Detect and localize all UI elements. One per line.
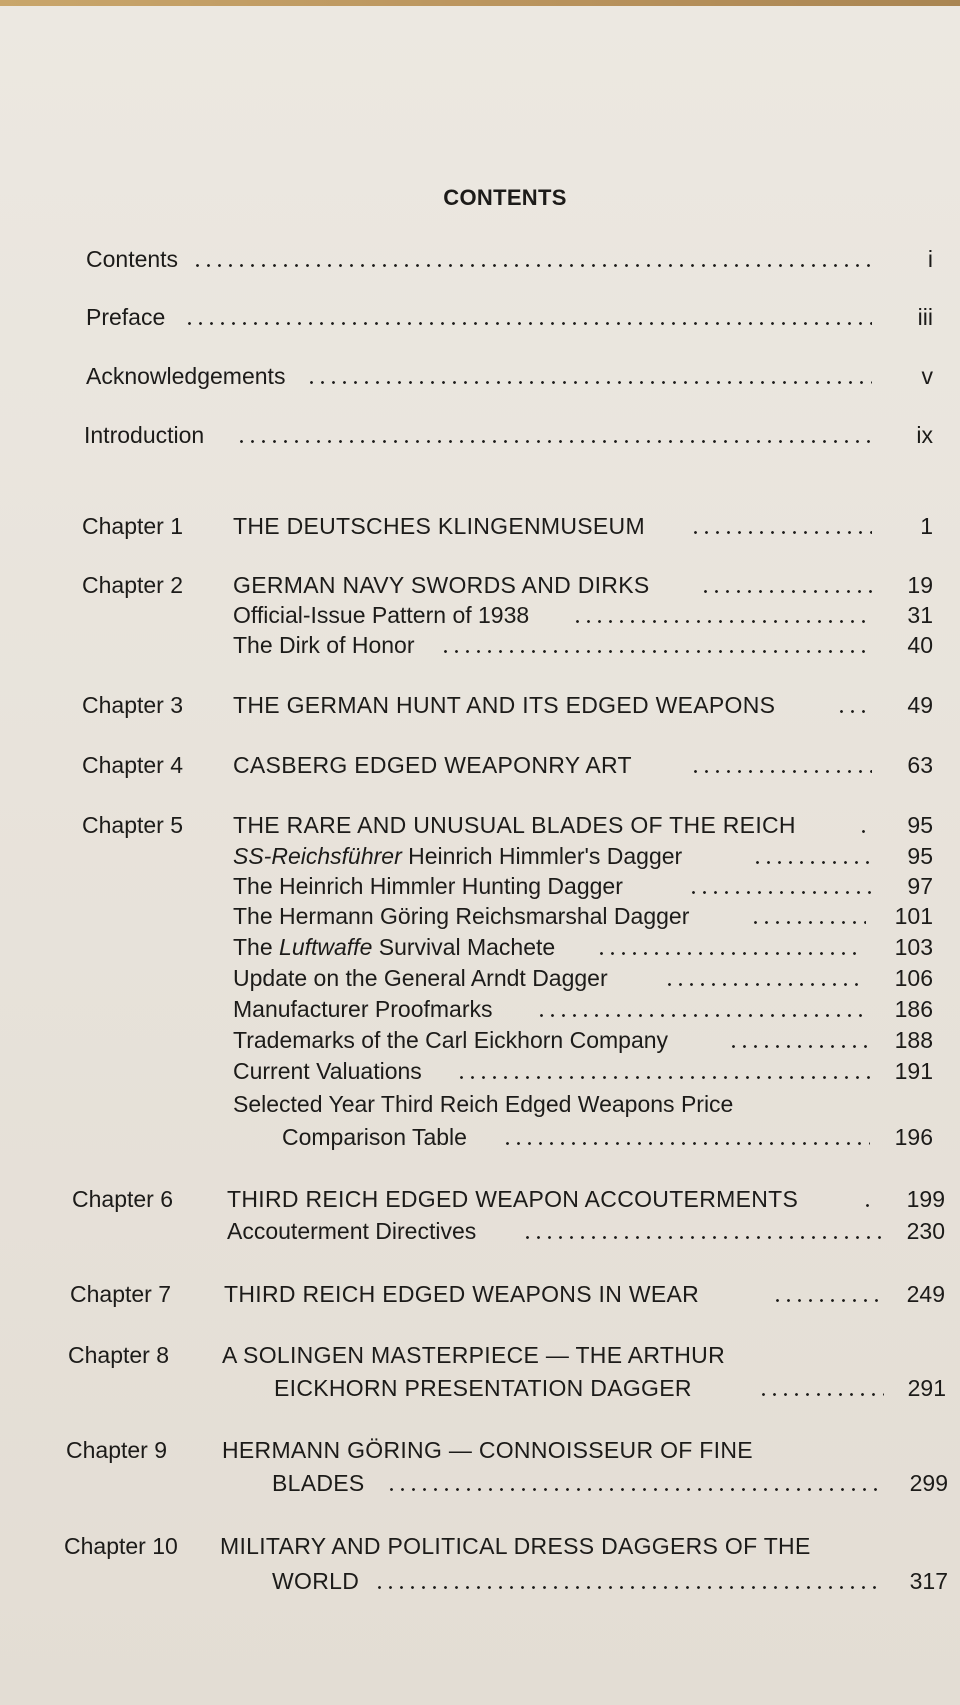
dot-leader <box>374 1586 884 1589</box>
toc-entry-preface <box>0 304 960 334</box>
chapter-number: Chapter 3 <box>82 692 184 718</box>
toc-entry-introduction <box>0 422 960 452</box>
dot-leader <box>688 891 872 894</box>
section-page: 40 <box>907 632 933 658</box>
dot-leader <box>862 1204 872 1207</box>
chapter-page: 19 <box>907 572 933 598</box>
section-label-italic: SS-Reichsführer <box>233 843 402 869</box>
dot-leader <box>664 983 866 986</box>
toc-chapter-4 <box>0 752 960 782</box>
dot-leader <box>306 381 872 384</box>
toc-entry-page: i <box>927 246 933 272</box>
chapter-number: Chapter 10 <box>64 1533 178 1559</box>
section-label: Trademarks of the Carl Eickhorn Company <box>233 1027 669 1053</box>
toc-section <box>0 965 960 995</box>
chapter-title-line2: WORLD <box>272 1568 360 1594</box>
section-page: 106 <box>894 965 933 991</box>
chapter-title: THIRD REICH EDGED WEAPONS IN WEAR <box>224 1281 700 1307</box>
toc-section-continued <box>0 1124 960 1154</box>
section-label <box>233 934 555 961</box>
toc-section <box>0 1218 960 1248</box>
toc-section <box>0 1058 960 1088</box>
dot-leader <box>772 1299 882 1302</box>
dot-leader <box>386 1488 884 1491</box>
toc-chapter-3 <box>0 692 960 722</box>
chapter-number: Chapter 7 <box>70 1281 172 1307</box>
chapter-number: Chapter 1 <box>82 513 184 539</box>
page-title: CONTENTS <box>443 185 567 210</box>
section-page: 230 <box>906 1218 945 1244</box>
section-label-rest: Heinrich Himmler's Dagger <box>401 843 683 869</box>
toc-section <box>0 1027 960 1057</box>
section-label: Selected Year Third Reich Edged Weapons Price <box>233 1091 734 1117</box>
dot-leader <box>456 1076 870 1079</box>
chapter-number: Chapter 9 <box>66 1437 168 1463</box>
dot-leader <box>858 830 872 833</box>
chapter-number: Chapter 5 <box>82 812 184 838</box>
section-label: Accouterment Directives <box>227 1218 477 1244</box>
toc-section <box>0 602 960 632</box>
toc-section-multiline <box>0 1091 960 1121</box>
section-label-pre: The <box>233 934 280 960</box>
chapter-title: THE DEUTSCHES KLINGENMUSEUM <box>233 513 645 539</box>
chapter-number: Chapter 6 <box>72 1186 174 1212</box>
dot-leader <box>192 264 872 267</box>
chapter-title: HERMANN GÖRING — CONNOISSEUR OF FINE <box>222 1437 753 1463</box>
dot-leader <box>700 590 872 593</box>
toc-entry-label: Contents <box>86 246 179 272</box>
chapter-page: 299 <box>909 1470 948 1496</box>
toc-entry-page: ix <box>916 422 933 448</box>
chapter-number: Chapter 4 <box>82 752 184 778</box>
chapter-title: THE GERMAN HUNT AND ITS EDGED WEAPONS <box>233 692 776 718</box>
section-label: The Dirk of Honor <box>233 632 415 658</box>
chapter-title: MILITARY AND POLITICAL DRESS DAGGERS OF THE <box>220 1533 811 1559</box>
chapter-title-line2: BLADES <box>272 1470 365 1496</box>
chapter-page: 49 <box>907 692 933 718</box>
section-page: 103 <box>894 934 933 960</box>
chapter-title: CASBERG EDGED WEAPONRY ART <box>233 752 632 778</box>
chapter-title: THIRD REICH EDGED WEAPON ACCOUTERMENTS <box>227 1186 799 1212</box>
section-page: 191 <box>894 1058 933 1084</box>
chapter-title-line2: EICKHORN PRESENTATION DAGGER <box>274 1375 692 1401</box>
chapter-page: 317 <box>909 1568 948 1594</box>
toc-section <box>0 873 960 903</box>
section-label-line2: Comparison Table <box>282 1124 467 1150</box>
section-label: Update on the General Arndt Dagger <box>233 965 608 991</box>
toc-chapter-10-continued <box>0 1568 960 1598</box>
dot-leader <box>536 1014 866 1017</box>
toc-section <box>0 996 960 1026</box>
toc-entry-page: iii <box>917 304 933 330</box>
chapter-title: GERMAN NAVY SWORDS AND DIRKS <box>233 572 650 598</box>
dot-leader <box>750 921 866 924</box>
toc-section <box>0 632 960 662</box>
toc-entry-contents <box>0 246 960 276</box>
section-page: 97 <box>907 873 933 899</box>
dot-leader <box>572 620 872 623</box>
section-label: The Heinrich Himmler Hunting Dagger <box>233 873 623 899</box>
chapter-page: 1 <box>920 513 933 539</box>
section-page: 196 <box>894 1124 933 1150</box>
chapter-page: 63 <box>907 752 933 778</box>
chapter-page: 199 <box>906 1186 945 1212</box>
section-label: Manufacturer Proofmarks <box>233 996 493 1022</box>
section-label: Current Valuations <box>233 1058 422 1084</box>
section-label-rest: Survival Machete <box>372 934 556 960</box>
chapter-page: 291 <box>907 1375 946 1401</box>
toc-chapter-1 <box>0 513 960 543</box>
chapter-title: THE RARE AND UNUSUAL BLADES OF THE REICH <box>233 812 796 838</box>
dot-leader <box>596 952 864 955</box>
section-page: 95 <box>907 843 933 869</box>
section-page: 31 <box>907 602 933 628</box>
section-label: The Hermann Göring Reichsmarshal Dagger <box>233 903 690 929</box>
dot-leader <box>728 1045 870 1048</box>
toc-chapter-5 <box>0 812 960 842</box>
toc-chapter-8 <box>0 1342 960 1372</box>
section-label-italic: Luftwaffe <box>279 934 373 960</box>
section-page: 188 <box>894 1027 933 1053</box>
toc-chapter-6 <box>0 1186 960 1216</box>
page-top-edge <box>0 0 960 6</box>
toc-chapter-7 <box>0 1281 960 1311</box>
toc-section <box>0 934 960 964</box>
toc-section <box>0 843 960 873</box>
toc-entry-page: v <box>921 363 933 389</box>
toc-chapter-10 <box>0 1533 960 1563</box>
dot-leader <box>440 650 872 653</box>
toc-section <box>0 903 960 933</box>
dot-leader <box>836 710 872 713</box>
toc-chapter-9 <box>0 1437 960 1467</box>
section-label <box>233 843 682 870</box>
toc-chapter-9-continued <box>0 1470 960 1500</box>
dot-leader <box>752 861 872 864</box>
chapter-number: Chapter 2 <box>82 572 184 598</box>
toc-entry-label: Preface <box>86 304 166 330</box>
dot-leader <box>690 770 872 773</box>
toc-entry-acknowledgements <box>0 363 960 393</box>
toc-entry-label: Introduction <box>84 422 205 448</box>
section-page: 186 <box>894 996 933 1022</box>
chapter-number: Chapter 8 <box>68 1342 170 1368</box>
chapter-page: 249 <box>906 1281 945 1307</box>
dot-leader <box>758 1393 884 1396</box>
dot-leader <box>502 1142 870 1145</box>
dot-leader <box>690 531 872 534</box>
chapter-page: 95 <box>907 812 933 838</box>
dot-leader <box>522 1236 882 1239</box>
dot-leader <box>236 440 872 443</box>
section-page: 101 <box>894 903 933 929</box>
section-label: Official-Issue Pattern of 1938 <box>233 602 530 628</box>
toc-chapter-2 <box>0 572 960 602</box>
toc-chapter-8-continued <box>0 1375 960 1405</box>
chapter-title: A SOLINGEN MASTERPIECE — THE ARTHUR <box>222 1342 725 1368</box>
toc-entry-label: Acknowledgements <box>86 363 286 389</box>
dot-leader <box>184 322 872 325</box>
